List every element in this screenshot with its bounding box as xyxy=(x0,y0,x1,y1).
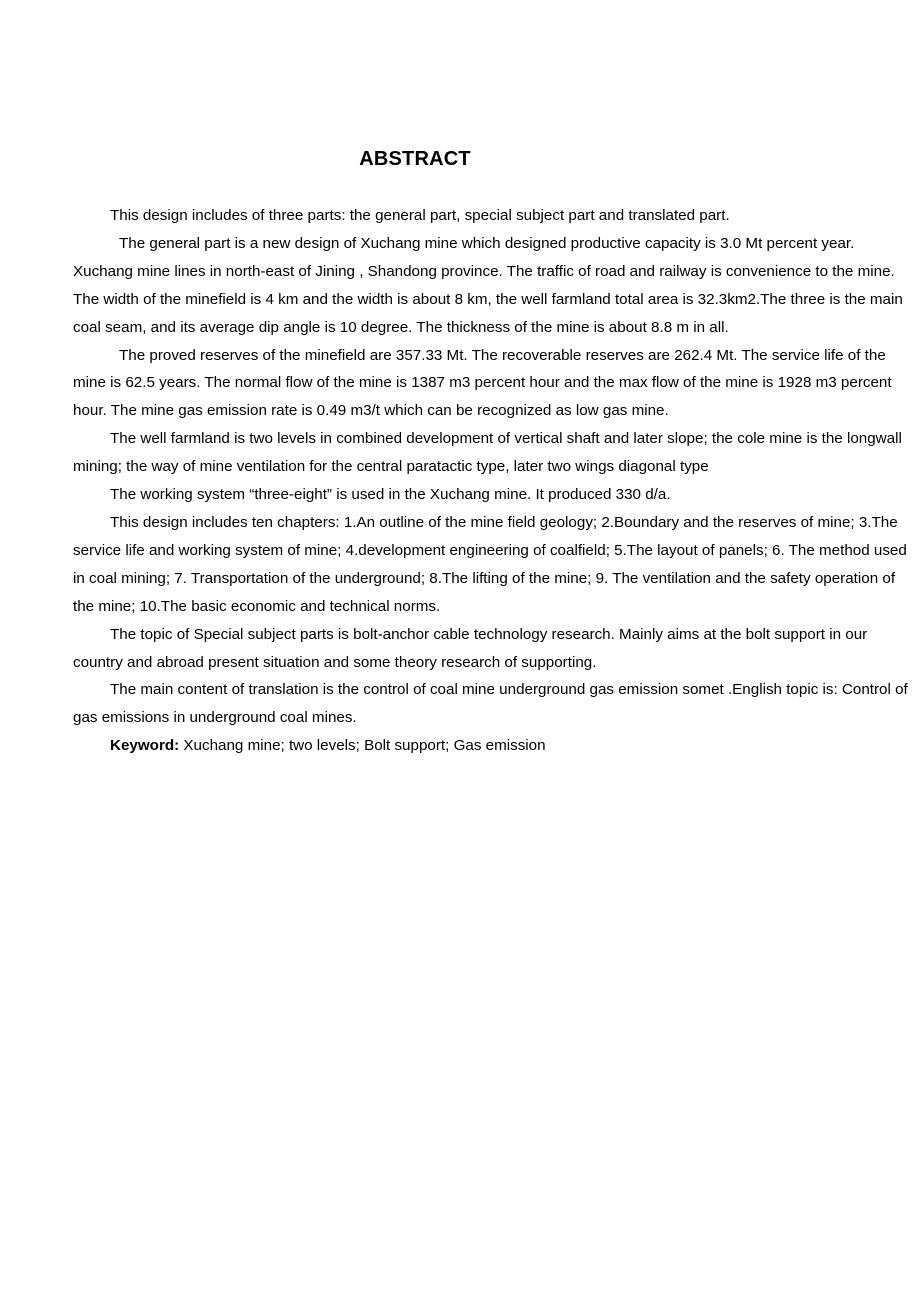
paragraph-overview: This design includes of three parts: the general part, special subject part and translated part. xyxy=(110,207,730,224)
keywords-line xyxy=(73,732,915,760)
paragraph-working-system: The working system “three-eight” is used in the Xuchang mine. It produced 330 d/a. xyxy=(110,486,671,504)
paragraph-reserves: The proved reserves of the minefield are 357.33 Mt. The recoverable reserves are 262.4 Mt. The service life of the mine is 62.5 years. The normal flow of the mine is 1387 m3 percent hour and the max flow of the mine is 1928 m3 percent hour. The mine gas emission rate is 0.49 m3/t which can be recognized as low gas mine. xyxy=(73,346,892,420)
abstract-body xyxy=(73,202,915,760)
paragraph-chapters: This design includes ten chapters: 1.An outline of the mine field geology; 2.Boundary and the reserves of mine; 3.The service life and working system of mine; 4.development engineering of coalfield; 5.The layout of panels; 6. The method used in coal mining; 7. Transportation of the underground; 8.The lifting of the mine; 9. The ventilation and the safety operation of the mine; 10.The basic economic and technical norms. xyxy=(73,513,907,615)
keywords-text: Xuchang mine; two levels; Bolt support; Gas emission xyxy=(179,737,546,755)
paragraph-general-part: The general part is a new design of Xuchang mine which designed productive capacity is 3.0 Mt percent year. Xuchang mine lines in north-east of Jining , Shandong province. The traffic of road and railway is convenience to the mine. The width of the minefield is 4 km and the width is about 8 km, the well farmland total area is 32.3km2.The three is the main coal seam, and its average dip angle is 10 degree. The thickness of the mine is about 8.8 m in all. xyxy=(73,234,903,336)
keywords-label: Keyword: xyxy=(110,737,180,755)
paragraph-translation: The main content of translation is the control of coal mine underground gas emission somet .English topic is: Control of gas emissions in underground coal mines. xyxy=(73,681,908,727)
paragraph-development: The well farmland is two levels in combined development of vertical shaft and later slope; the cole mine is the longwall mining; the way of mine ventilation for the central paratactic type, later two wings diagonal type xyxy=(73,430,902,476)
abstract-title: ABSTRACT xyxy=(359,148,471,170)
paragraph-special-subject: The topic of Special subject parts is bolt-anchor cable technology research. Mainly aims at the bolt support in our country and abroad present situation and some theory research of supporting. xyxy=(73,625,868,671)
